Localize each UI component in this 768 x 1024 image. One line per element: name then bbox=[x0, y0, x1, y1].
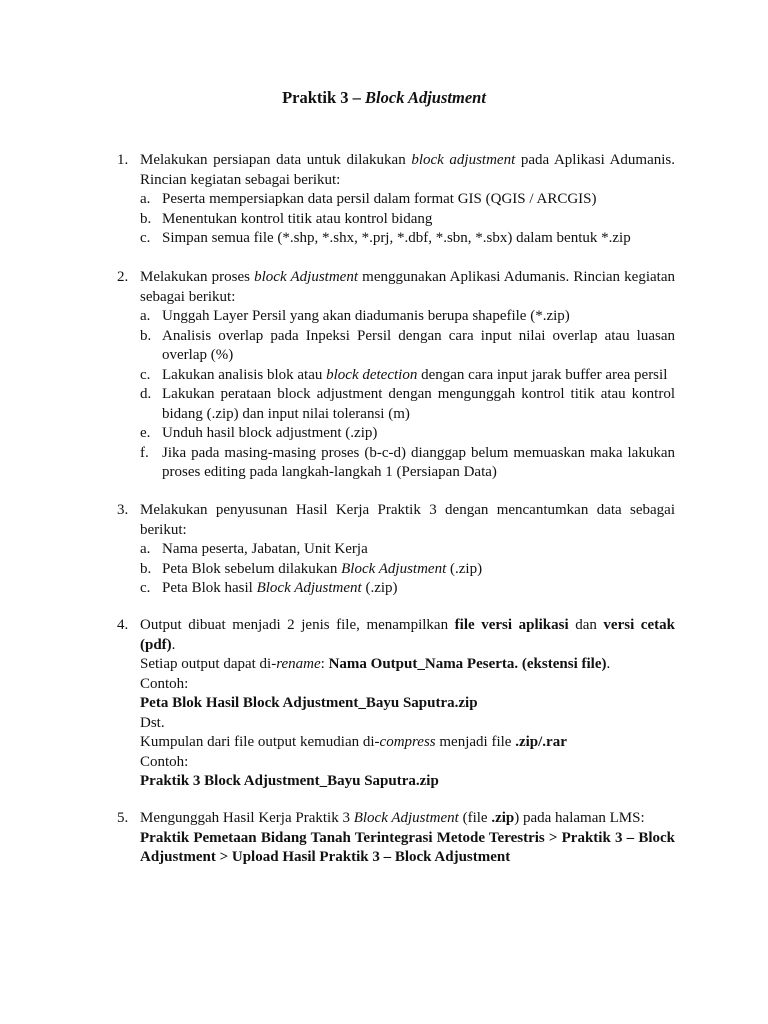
list-item: a. Peserta mempersiapkan data persil dalam format GIS (QGIS / ARCGIS) bbox=[140, 191, 597, 207]
list-item: d. Lakukan perataan block adjustment dengan mengunggah kontrol titik atau kontrol bidang (.zip) dan input nilai toleransi (m) bbox=[140, 386, 675, 422]
continuation: Dst. bbox=[140, 714, 165, 731]
step-4 bbox=[117, 616, 675, 792]
step-number: 4. bbox=[117, 617, 129, 633]
step-1 bbox=[117, 151, 675, 249]
step-2 bbox=[117, 268, 675, 483]
example-filename: Praktik 3 Block Adjustment_Bayu Saputra.zip bbox=[140, 773, 439, 789]
list-item: c. Peta Blok hasil Block Adjustment (.zip) bbox=[140, 580, 398, 596]
step-intro: Melakukan proses block Adjustment menggunakan Aplikasi Adumanis. Rincian kegiatan sebagai berikut: bbox=[140, 269, 675, 305]
example-filename: Peta Blok Hasil Block Adjustment_Bayu Saputra.zip bbox=[140, 695, 478, 711]
step-intro: Melakukan persiapan data untuk dilakukan block adjustment pada Aplikasi Adumanis. Rincian kegiatan sebagai berikut: bbox=[140, 152, 675, 188]
step-number: 2. bbox=[117, 269, 129, 285]
step-number: 1. bbox=[117, 152, 129, 168]
list-item: b. Analisis overlap pada Inpeksi Persil dengan cara input nilai overlap atau luasan overlap (%) bbox=[140, 327, 675, 363]
list-item: e. Unduh hasil block adjustment (.zip) bbox=[140, 425, 378, 441]
list-item: f. Jika pada masing-masing proses (b-c-d) dianggap belum memuaskan maka lakukan proses editing pada langkah-langkah 1 (Persiapan Data) bbox=[140, 444, 675, 480]
step-number: 5. bbox=[117, 810, 129, 826]
list-item: b. Menentukan kontrol titik atau kontrol bidang bbox=[140, 210, 433, 227]
step-5 bbox=[117, 809, 675, 868]
output-description: Output dibuat menjadi 2 jenis file, menampilkan file versi aplikasi dan versi cetak (pdf). bbox=[140, 617, 675, 653]
upload-instruction: Mengunggah Hasil Kerja Praktik 3 Block Adjustment (file .zip) pada halaman LMS: bbox=[140, 810, 645, 826]
compress-rule: Kumpulan dari file output kemudian di-compress menjadi file .zip/.rar bbox=[140, 734, 567, 750]
step-intro: Melakukan penyusunan Hasil Kerja Praktik 3 dengan mencantumkan data sebagai berikut: bbox=[140, 502, 675, 538]
rename-rule: Setiap output dapat di-rename: Nama Output_Nama Peserta. (ekstensi file). bbox=[140, 656, 611, 672]
list-item: a. Nama peserta, Jabatan, Unit Kerja bbox=[140, 541, 368, 557]
step-number: 3. bbox=[117, 502, 129, 518]
list-item: b. Peta Blok sebelum dilakukan Block Adjustment (.zip) bbox=[140, 560, 483, 577]
example-label: Contoh: bbox=[140, 753, 189, 770]
example-label: Contoh: bbox=[140, 675, 189, 692]
lms-path: Praktik Pemetaan Bidang Tanah Terintegrasi Metode Terestris > Praktik 3 – Block Adjustment > Upload Hasil Praktik 3 – Block Adjustment bbox=[140, 829, 675, 865]
list-item: c. Lakukan analisis blok atau block detection dengan cara input jarak buffer area persil bbox=[140, 366, 668, 383]
list-item: c. Simpan semua file (*.shp, *.shx, *.prj, *.dbf, *.sbn, *.sbx) dalam bentuk *.zip bbox=[140, 230, 631, 246]
page-title: Praktik 3 – Block Adjustment bbox=[282, 88, 486, 107]
list-item: a. Unggah Layer Persil yang akan diadumanis berupa shapefile (*.zip) bbox=[140, 308, 570, 324]
step-3 bbox=[117, 501, 675, 599]
